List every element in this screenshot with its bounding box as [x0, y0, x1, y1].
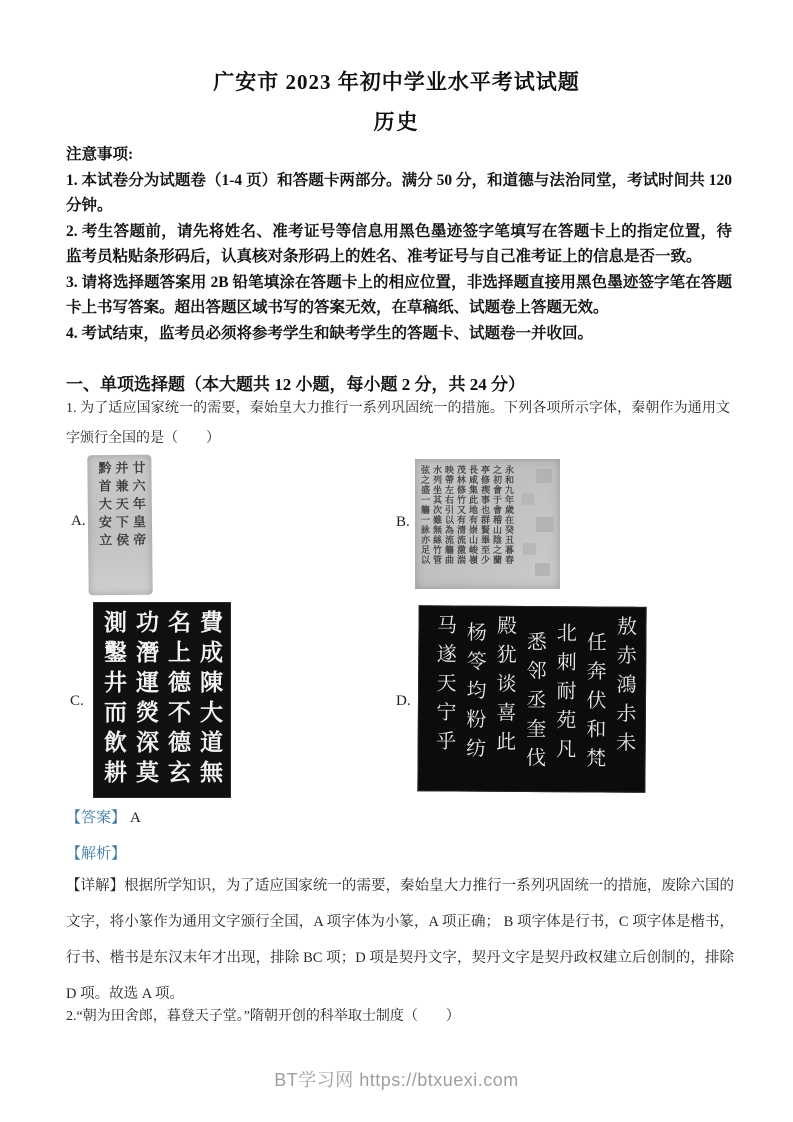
seal-script-text: 廿六年皇帝 并兼天下侯 黔首大安立 — [96, 460, 147, 552]
rubbing-stain — [523, 543, 536, 555]
option-b-label: B. — [396, 514, 410, 530]
notice-item-3: 3. 请将选择题答案用 2B 铅笔填涂在答题卡上的相应位置，非选择题直接用黑色墨迹签字笔在答题卡上书写答案。超出答题区域书写的答案无效，在草稿纸、试题卷上答题无效。 — [66, 273, 732, 316]
answer-value: A — [130, 810, 141, 826]
rubbing-stain — [536, 469, 552, 483]
option-d-khitan-script-image — [417, 605, 646, 793]
analysis-tag: 【解析】 — [66, 846, 127, 862]
regular-script-text: 費成陳大道無 名上德不德玄 功潛運熒深莫 測鑿井而飲耕 — [101, 610, 222, 790]
answer-tag: 【答案】 — [66, 810, 127, 826]
analysis-line — [66, 842, 126, 863]
notice-heading: 注意事项: — [66, 146, 134, 163]
running-script-text: 永和九年歲在癸丑暮春 之初會于會稽山陰之蘭 亭修禊事也群賢畢至少 長咸集此地有崇山峻嶺 茂林修竹又有清流激湍 映帶左右引以為流觴曲 水列坐其次雖無絲竹管 弦之盛一觴一詠亦足以 — [420, 465, 514, 565]
section-heading: 一、单项选择题（本大题共 12 小题，每小题 2 分，共 24 分） — [66, 375, 525, 394]
notice-item-1: 1. 本试卷分为试题卷（1-4 页）和答题卡两部分。满分 50 分，和道德与法治同堂，考试时间共 120 分钟。 — [66, 171, 732, 214]
subject-title: 历史 — [373, 110, 420, 134]
notice-item-2: 2. 考生答题前，请先将姓名、准考证号等信息用黑色墨迹签字笔填写在答题卡上的指定位置，待监考员粘贴条形码后，认真核对条形码上的姓名、准考证号与自己准考证上的信息是否一致。 — [66, 222, 732, 265]
option-a-label: A. — [71, 513, 86, 529]
option-b-running-script-image — [415, 459, 560, 589]
detail-tag: 【详解】 — [66, 878, 125, 894]
rubbing-stain — [522, 493, 534, 505]
detail-text: 根据所学知识，为了适应国家统一的需要，秦始皇大力推行一系列巩固统一的措施，废除六国的文字，将小篆作为通用文字颁行全国，A 项字体为小篆，A 项正确； B 项字体是行书，C 项字体是楷书，行书、楷书是东汉末年才出现，排除 BC 项；D 项是契丹文字，契丹文字是契丹政权建立后创制的，排除 D 项。故选 A 项。 — [66, 878, 735, 1002]
option-c-label: C. — [70, 693, 84, 709]
option-c-regular-script-image — [93, 602, 231, 798]
question-1-text: 1. 为了适应国家统一的需要，秦始皇大力推行一系列巩固统一的措施。下列各项所示字体，秦朝作为通用文字颁行全国的是（ ） — [66, 401, 730, 446]
option-a-seal-script-image — [87, 455, 152, 596]
khitan-script-text: 敖赤鴻尗未 任奔伏和梵 北刺耐苑凡 悉邻丞奎伐 殿犹谈喜此 杨笭均粉纺 马遂天宁乎 — [432, 614, 636, 777]
option-d-label: D. — [396, 693, 411, 709]
answer-line — [66, 806, 141, 827]
question-2-text: 2.“朝为田舍郎，暮登天子堂。”隋朝开创的科举取士制度（ ） — [66, 1009, 460, 1024]
notice-item-4: 4. 考试结束，监考员必须将参考学生和缺考学生的答题卡、试题卷一并收回。 — [66, 324, 594, 342]
rubbing-stain — [536, 517, 554, 532]
page-title: 广安市 2023 年初中学业水平考试试题 — [213, 70, 580, 94]
detail-explanation — [66, 868, 734, 1012]
rubbing-stain — [535, 563, 550, 576]
footer-watermark: BT学习网 https://btxuexi.com — [274, 1070, 519, 1090]
